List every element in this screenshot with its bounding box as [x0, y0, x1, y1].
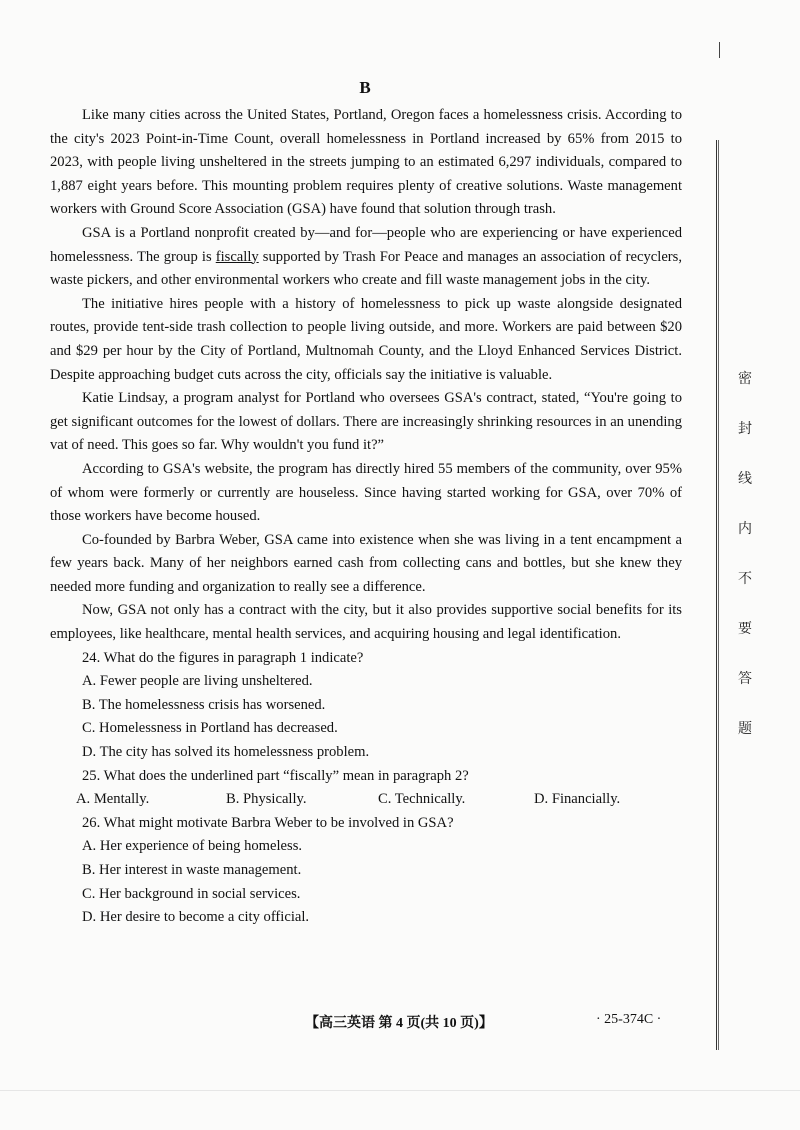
binding-line-inner — [718, 140, 719, 1050]
section-heading: B — [359, 78, 371, 97]
question-stem: 26. What might motivate Barbra Weber to be involved in GSA? — [82, 814, 454, 831]
option-d: D. Financially. — [534, 791, 621, 808]
seal-char: 封 — [738, 421, 752, 437]
seal-char: 密 — [738, 371, 752, 387]
paragraph-5: According to GSA's website, the program has directly hired 55 members of the community, over 95% of whom were formerly or currently are houseless. Since having started working for GSA, over 70% of those workers have become housed. — [50, 460, 682, 525]
option-b: B. Physically. — [226, 791, 307, 808]
paragraph-2 — [50, 222, 682, 293]
seal-char: 内 — [738, 521, 752, 537]
question-stem: 24. What do the figures in paragraph 1 indicate? — [82, 649, 364, 666]
option-c: C. Homelessness in Portland has decreased. — [82, 720, 338, 737]
paragraph-6: Co-founded by Barbra Weber, GSA came into existence when she was living in a tent encampment a few years back. Many of her neighbors earned cash from collecting cans and bottles, but she knew they needed more funding and organization to really see a difference. — [50, 531, 682, 595]
paragraph-2-text-b: supported by Trash For Peace and manages an association of recyclers, waste pickers, and other environmental workers who create and fill waste management jobs in the city. — [50, 248, 682, 289]
seal-warning-text — [733, 372, 757, 772]
option-d: D. Her desire to become a city official. — [82, 909, 310, 926]
page-number-label: 【高三英语 第 4 页(共 10 页)】 — [305, 1016, 493, 1031]
option-c: C. Technically. — [378, 791, 466, 808]
question-24 — [50, 647, 682, 765]
paragraph-1: Like many cities across the United States, Portland, Oregon faces a homelessness crisis. According to the city's 2023 Point-in-Time Count, overall homelessness in Portland increased by 65% from 2015 to 2023, with people living unsheltered in the streets jumping to an estimated 6,297 individuals, compared to 1,887 eight years before. This mounting problem requires plenty of creative solutions. Waste management workers with Ground Score Association (GSA) have found that solution through trash. — [50, 107, 682, 218]
paragraph-3: The initiative hires people with a history of homelessness to pick up waste alongside designated routes, provide tent-side trash collection to people living outside, and more. Workers are paid between $20 and $29 per hour by the City of Portland, Multnomah County, and the Lloyd Enhanced Services District. Despite approaching budget cuts across the city, officials say the initiative is valuable. — [50, 295, 682, 383]
question-25 — [50, 765, 682, 812]
option-a: A. Fewer people are living unsheltered. — [82, 673, 313, 690]
question-26 — [50, 812, 682, 930]
paragraph-7: Now, GSA not only has a contract with the city, but it also provides supportive social benefits for its employees, like healthcare, mental health services, and acquiring housing and legal identification. — [50, 602, 682, 643]
reading-passage — [50, 104, 682, 930]
option-b: B. The homelessness crisis has worsened. — [82, 696, 326, 713]
seal-char: 要 — [738, 621, 752, 637]
scan-edge — [0, 1090, 800, 1091]
seal-char: 题 — [738, 721, 752, 737]
option-a: A. Her experience of being homeless. — [82, 838, 303, 855]
option-c: C. Her background in social services. — [82, 885, 301, 902]
underlined-word-fiscally: fiscally — [215, 248, 259, 265]
seal-char: 不 — [738, 571, 752, 587]
paragraph-4: Katie Lindsay, a program analyst for Portland who oversees GSA's contract, stated, “You're going to get significant outcomes for the lowest of dollars. There are increasingly shrinking resources in an unending vat of need. This goes so far. Why wouldn't you fund it?” — [50, 390, 682, 454]
seal-char: 答 — [738, 671, 752, 687]
binding-line — [716, 140, 717, 1050]
paragraph-2-text-a: GSA is a Portland nonprofit created by—and for—people who are experiencing or have experienced homelessness. The group is — [50, 224, 682, 265]
binding-tick-mark — [719, 42, 720, 58]
option-a: A. Mentally. — [76, 791, 150, 808]
option-d: D. The city has solved its homelessness problem. — [82, 744, 370, 761]
question-stem: 25. What does the underlined part “fiscally” mean in paragraph 2? — [82, 767, 469, 784]
seal-char: 线 — [738, 471, 752, 487]
option-b: B. Her interest in waste management. — [82, 862, 302, 878]
exam-code: · 25-374C · — [596, 1012, 662, 1027]
options-row — [76, 788, 682, 812]
